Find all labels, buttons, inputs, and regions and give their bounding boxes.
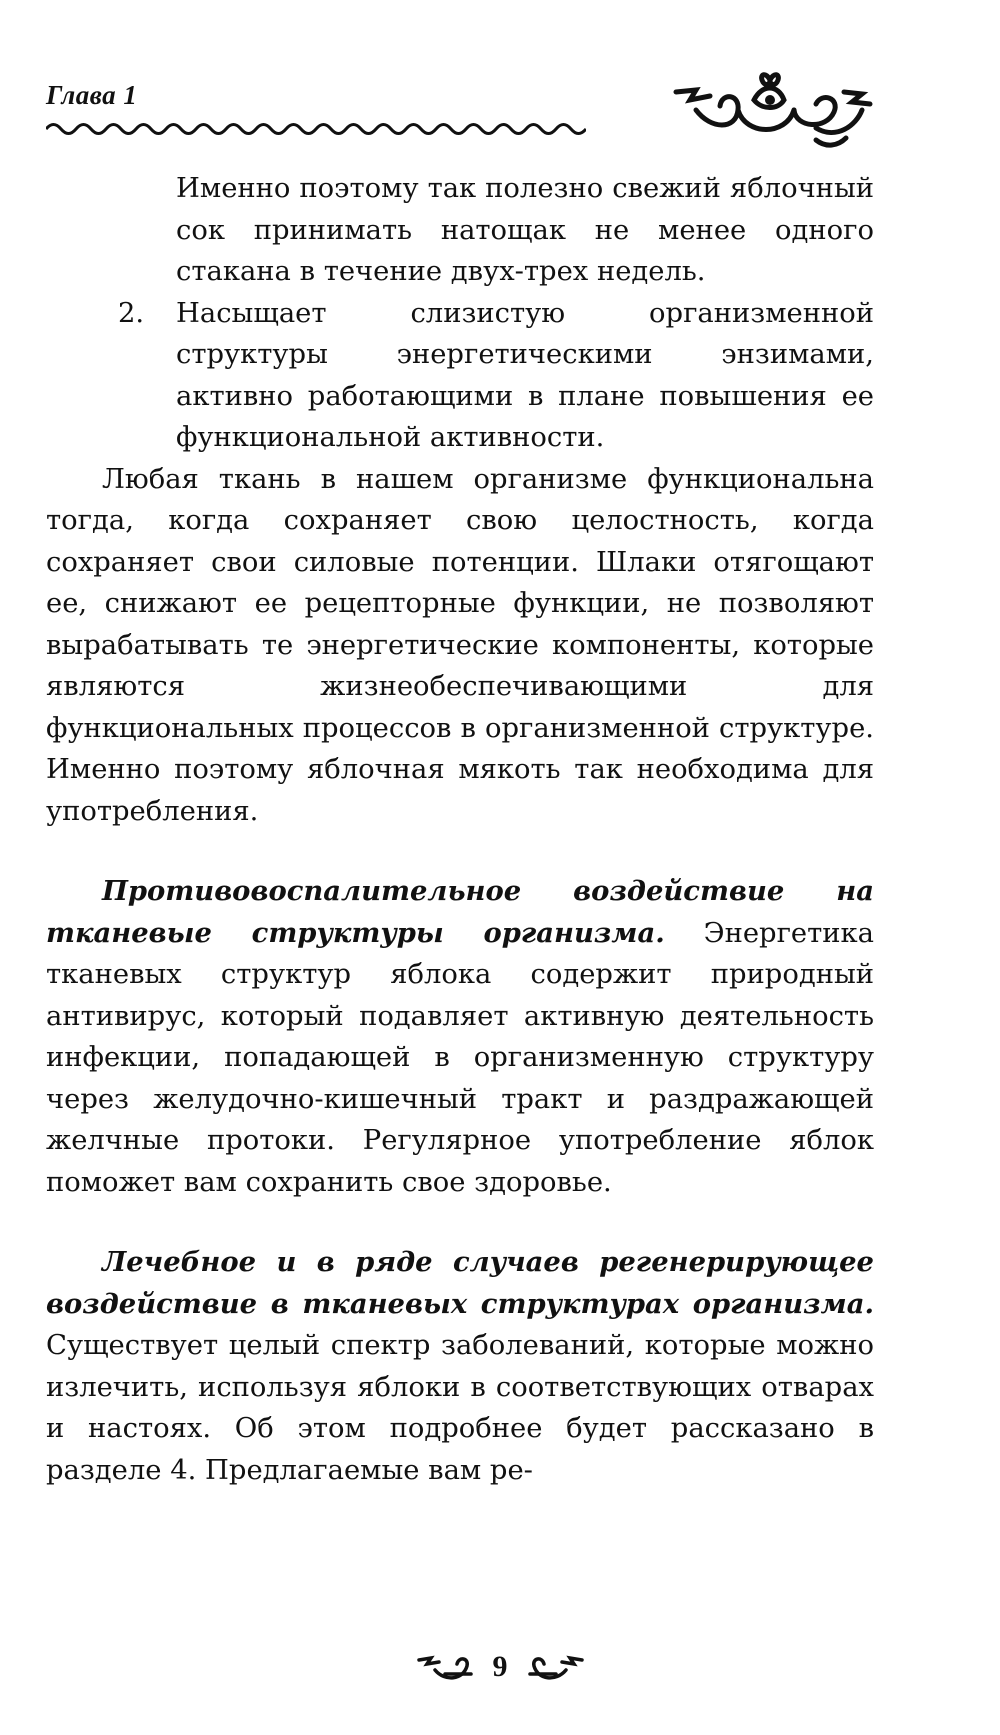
chapter-title: Глава 1: [46, 80, 138, 110]
page-number: 9: [492, 1650, 508, 1683]
section-heading: Противовоспалительное воздействие на тканевые структуры организма.: [46, 875, 874, 949]
left-flourish-icon: [415, 1650, 475, 1684]
list-number: 2.: [118, 297, 145, 329]
list-item: [46, 293, 874, 459]
list-continuation: Именно поэтому так полезно свежий яблочный сок принимать натощак не менее одного стакана в течение двух-трех недель.: [176, 173, 874, 287]
right-flourish-icon: [526, 1650, 586, 1684]
section-text: Существует целый спектр заболеваний, которые можно излечить, используя яблоки в соответствующих отварах и настоях. Об этом подробнее будет рассказано в разделе 4. Предлагаемые вам ре-: [46, 1330, 874, 1486]
running-header: [46, 70, 876, 150]
wavy-line-icon: [46, 118, 586, 140]
section-paragraph: [46, 871, 874, 1203]
page-footer: [0, 1642, 1000, 1692]
section-paragraph: [46, 1242, 874, 1491]
list-text: Насыщает слизистую организменной структуры энергетическими энзимами, активно работающими в плане повышения ее функциональной активности.: [176, 297, 874, 453]
page-body: [46, 168, 874, 1491]
paragraph: Любая ткань в нашем организме функциональна тогда, когда сохраняет свою целостность, когда сохраняет свои силовые потенции. Шлаки отягощают ее, снижают ее рецепторные функции, не позволяют вырабатывать те энергетические компоненты, которые являются жизнеобеспечивающими для функциональных процессов в организменной структуре. Именно поэтому яблочная мякоть так необходима для употребления.: [46, 463, 874, 827]
section-text: Энергетика тканевых структур яблока содержит природный антивирус, который подавляет активную деятельность инфекции, попадающей в организменную структуру через желудочно-кишечный тракт и раздражающей желчные протоки. Регулярное употребление яблок поможет вам сохранить свое здоровье.: [46, 917, 874, 1198]
section-heading: Лечебное и в ряде случаев регенерирующее воздействие в тканевых структурах организма.: [46, 1246, 874, 1320]
floral-ornament-icon: [666, 70, 876, 150]
